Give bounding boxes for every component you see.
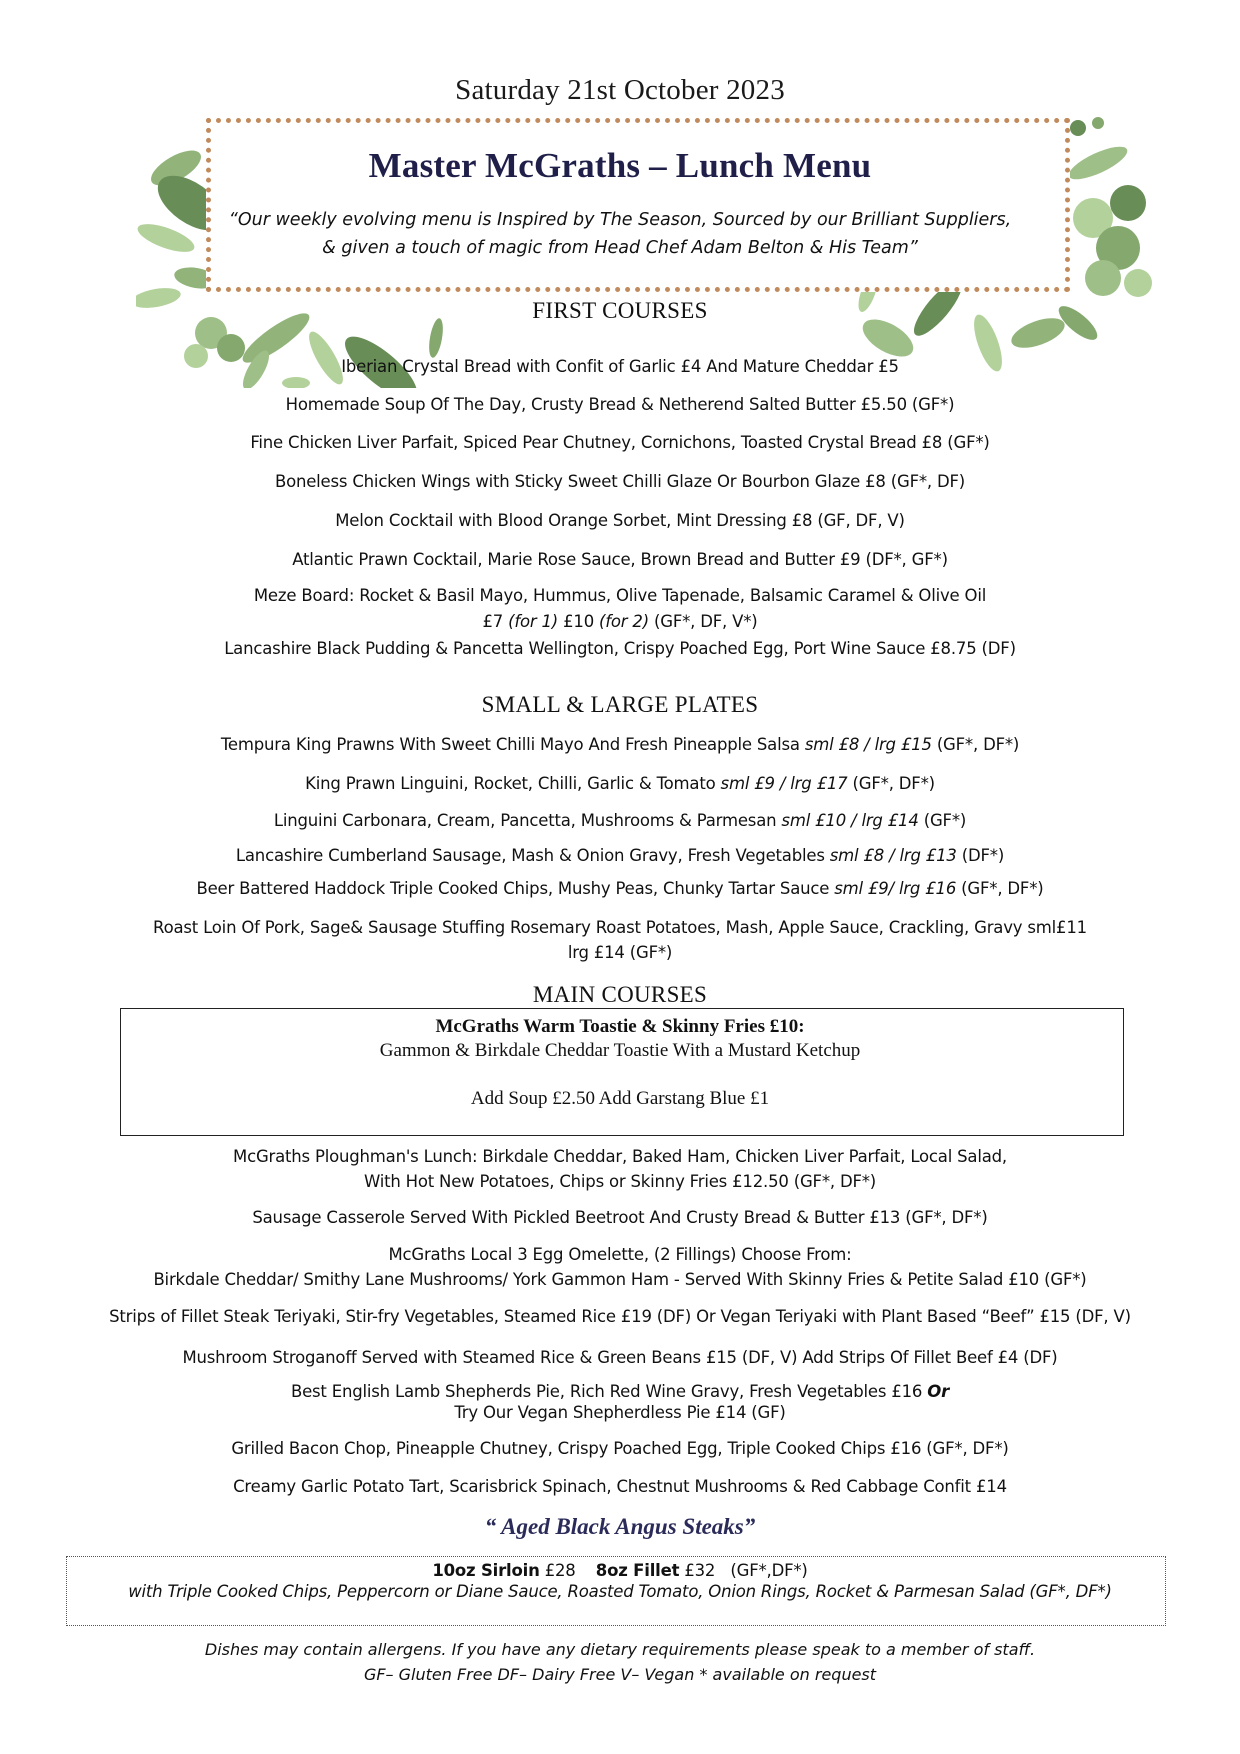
menu-item: Sausage Casserole Served With Pickled Beetroot And Crusty Bread & Butter £13 (GF*, DF*): [252, 1208, 988, 1227]
menu-date: Saturday 21st October 2023: [455, 74, 785, 106]
menu-item: Homemade Soup Of The Day, Crusty Bread & Netherend Salted Butter £5.50 (GF*): [285, 395, 955, 414]
menu-item: McGraths Local 3 Egg Omelette, (2 Fillings) Choose From:: [388, 1245, 852, 1264]
sirloin-label: 10oz Sirloin: [432, 1561, 540, 1580]
menu-item: Melon Cocktail with Blood Orange Sorbet, Mint Dressing £8 (GF, DF, V): [335, 511, 905, 530]
meze-label-1: (for 1): [508, 612, 559, 631]
fillet-label: 8oz Fillet: [595, 1561, 680, 1580]
title-frame: [206, 118, 1070, 292]
steak-accompaniments: with Triple Cooked Chips, Peppercorn or Diane Sauce, Roasted Tomato, Onion Rings, Rocket & Parmesan Salad (GF*, DF*): [128, 1582, 1112, 1601]
menu-item: Birkdale Cheddar/ Smithy Lane Mushrooms/ York Gammon Ham - Served With Skinny Fries & Petite Salad £10 (GF*): [153, 1270, 1087, 1289]
tagline-line-1: “Our weekly evolving menu is Inspired by The Season, Sourced by our Brilliant Suppliers,: [228, 210, 1012, 230]
fillet-price: £32: [684, 1561, 716, 1580]
menu-item: Fine Chicken Liver Parfait, Spiced Pear Chutney, Cornichons, Toasted Crystal Bread £8 (GF*): [250, 433, 990, 452]
section-heading-small-large-plates: SMALL & LARGE PLATES: [481, 692, 759, 717]
section-heading-main-courses: MAIN COURSES: [532, 982, 708, 1007]
menu-item: Iberian Crystal Bread with Confit of Garlic £4 And Mature Cheddar £5: [341, 357, 899, 376]
menu-item: Beer Battered Haddock Triple Cooked Chips, Mushy Peas, Chunky Tartar Sauce sml £9/ lrg £16 (GF*, DF*): [196, 879, 1044, 898]
allergen-note: Dishes may contain allergens. If you have any dietary requirements please speak to a member of staff.: [204, 1640, 1036, 1659]
meze-label-2: (for 2): [599, 612, 649, 631]
tagline-line-2: & given a touch of magic from Head Chef Adam Belton & His Team”: [322, 238, 918, 258]
steak-tags: (GF*,DF*): [730, 1561, 808, 1580]
meze-prices: [0, 612, 1240, 631]
menu-item: Creamy Garlic Potato Tart, Scarisbrick Spinach, Chestnut Mushrooms & Red Cabbage Confit £14: [233, 1477, 1007, 1496]
meze-price-2: £10: [563, 612, 594, 631]
menu-item: Mushroom Stroganoff Served with Steamed Rice & Green Beans £15 (DF, V) Add Strips Of Fillet Beef £4 (DF): [182, 1348, 1058, 1367]
allergen-legend: GF– Gluten Free DF– Dairy Free V– Vegan * available on request: [363, 1665, 877, 1684]
menu-item: Meze Board: Rocket & Basil Mayo, Hummus, Olive Tapenade, Balsamic Caramel & Olive Oil: [253, 586, 987, 605]
menu-item: Roast Loin Of Pork, Sage& Sausage Stuffing Rosemary Roast Potatoes, Mash, Apple Sauce, Crackling, Gravy sml£11: [153, 918, 1087, 937]
meze-tags: (GF*, DF, V*): [654, 612, 758, 631]
feature-description: Gammon & Birkdale Cheddar Toastie With a Mustard Ketchup: [379, 1040, 861, 1061]
menu-item: Linguini Carbonara, Cream, Pancetta, Mushrooms & Parmesan sml £10 / lrg £14 (GF*): [273, 811, 967, 830]
section-heading-first-courses: FIRST COURSES: [532, 298, 708, 323]
menu-item: Lancashire Cumberland Sausage, Mash & Onion Gravy, Fresh Vegetables sml £8 / lrg £13 (DF*): [235, 846, 1005, 865]
menu-item: Tempura King Prawns With Sweet Chilli Mayo And Fresh Pineapple Salsa sml £8 / lrg £15 (GF*, DF*): [220, 735, 1020, 754]
feature-title: McGraths Warm Toastie & Skinny Fries £10:: [435, 1016, 805, 1037]
page-title: Master McGraths – Lunch Menu: [368, 146, 872, 185]
feature-addons: Add Soup £2.50 Add Garstang Blue £1: [470, 1088, 770, 1109]
sirloin-price: £28: [544, 1561, 576, 1580]
section-heading-steaks: “ Aged Black Angus Steaks”: [484, 1514, 756, 1539]
or-label: Or: [927, 1382, 950, 1401]
menu-item: McGraths Ploughman's Lunch: Birkdale Cheddar, Baked Ham, Chicken Liver Parfait, Local Salad,: [233, 1147, 1007, 1166]
menu-item: King Prawn Linguini, Rocket, Chilli, Garlic & Tomato sml £9 / lrg £17 (GF*, DF*): [305, 774, 935, 793]
meze-price-1: £7: [482, 612, 504, 631]
menu-item: Boneless Chicken Wings with Sticky Sweet Chilli Glaze Or Bourbon Glaze £8 (GF*, DF): [274, 472, 966, 491]
menu-item: lrg £14 (GF*): [567, 943, 673, 962]
menu-item: Try Our Vegan Shepherdless Pie £14 (GF): [454, 1403, 786, 1422]
menu-item: Strips of Fillet Steak Teriyaki, Stir-fry Vegetables, Steamed Rice £19 (DF) Or Vegan Teriyaki with Plant Based “Beef” £15 (DF, V): [109, 1307, 1131, 1326]
steak-prices: [0, 1561, 1240, 1580]
menu-item: With Hot New Potatoes, Chips or Skinny Fries £12.50 (GF*, DF*): [363, 1172, 877, 1191]
menu-item: Atlantic Prawn Cocktail, Marie Rose Sauce, Brown Bread and Butter £9 (DF*, GF*): [292, 550, 948, 569]
menu-item: Best English Lamb Shepherds Pie, Rich Red Wine Gravy, Fresh Vegetables £16 Or: [290, 1382, 950, 1401]
menu-item: Lancashire Black Pudding & Pancetta Wellington, Crispy Poached Egg, Port Wine Sauce £8.75 (DF): [224, 639, 1016, 658]
menu-item: Grilled Bacon Chop, Pineapple Chutney, Crispy Poached Egg, Triple Cooked Chips £16 (GF*, DF*): [231, 1439, 1009, 1458]
